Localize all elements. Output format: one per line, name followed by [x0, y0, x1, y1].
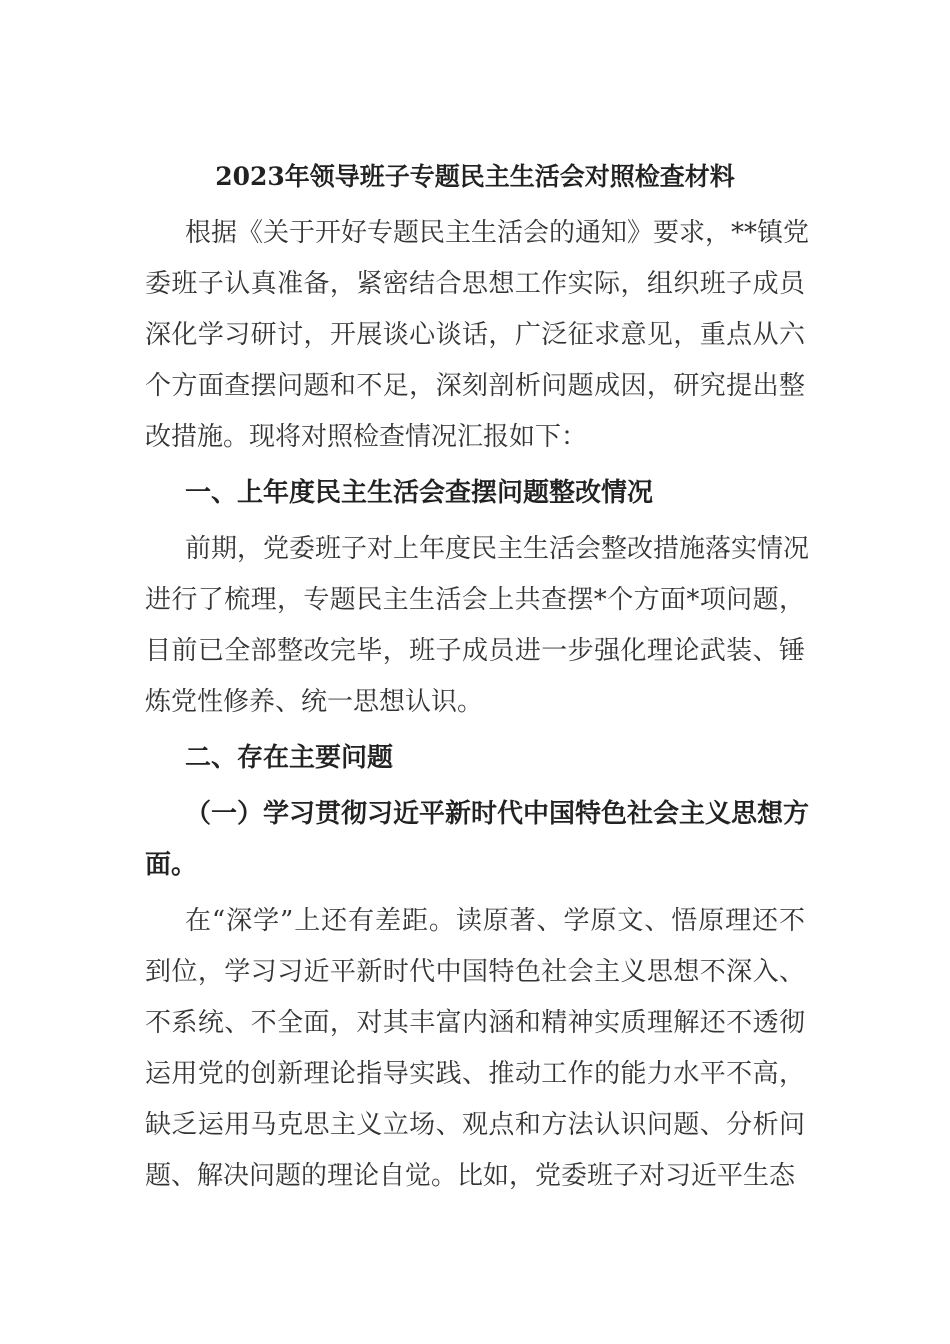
document-body: [145, 208, 810, 1202]
document-title: 2023年领导班子专题民主生活会对照检查材料: [215, 162, 735, 191]
text-line: 深化学习研讨，开展谈心谈话，广泛征求意见，重点从六: [145, 320, 805, 350]
section-heading: [145, 468, 805, 519]
text-line: 一、上年度民主生活会查摆问题整改情况: [185, 478, 654, 508]
text-line: 缺乏运用马克思主义立场、观点和方法认识问题、分析问: [145, 1110, 805, 1140]
text-line: 委班子认真准备，紧密结合思想工作实际，组织班子成员: [145, 269, 805, 299]
section-heading: [145, 789, 810, 891]
body-paragraph: [145, 208, 810, 463]
text-line: 进行了梳理，专题民主生活会上共查摆*个方面*项问题，: [145, 585, 805, 615]
text-line: 目前已全部整改完毕，班子成员进一步强化理论武装、锤: [145, 636, 805, 666]
text-line: 运用党的创新理论指导实践、推动工作的能力水平不高，: [145, 1059, 805, 1089]
text-line: 根据《关于开好专题民主生活会的通知》要求，**镇党: [185, 218, 810, 248]
text-line: 前期，党委班子对上年度民主生活会整改措施落实情况: [185, 534, 810, 564]
text-line: 不系统、不全面，对其丰富内涵和精神实质理解还不透彻: [145, 1008, 805, 1038]
text-line: （一）学习贯彻习近平新时代中国特色社会主义思想方: [185, 799, 810, 829]
body-paragraph: [145, 524, 810, 728]
text-line: 题、解决问题的理论自觉。比如，党委班子对习近平生态: [145, 1161, 796, 1191]
text-line: 改措施。现将对照检查情况汇报如下：: [145, 422, 588, 452]
text-line: 炼党性修养、统一思想认识。: [145, 687, 484, 717]
text-line: 面。: [145, 850, 198, 880]
section-heading: [145, 733, 805, 784]
text-line: 个方面查摆问题和不足，深刻剖析问题成因，研究提出整: [145, 371, 805, 401]
text-line: 二、存在主要问题: [185, 743, 394, 773]
text-line: 到位，学习习近平新时代中国特色社会主义思想不深入、: [145, 957, 805, 987]
body-paragraph: [145, 896, 805, 1202]
text-line: 在“深学”上还有差距。读原著、学原文、悟原理还不: [185, 906, 805, 936]
